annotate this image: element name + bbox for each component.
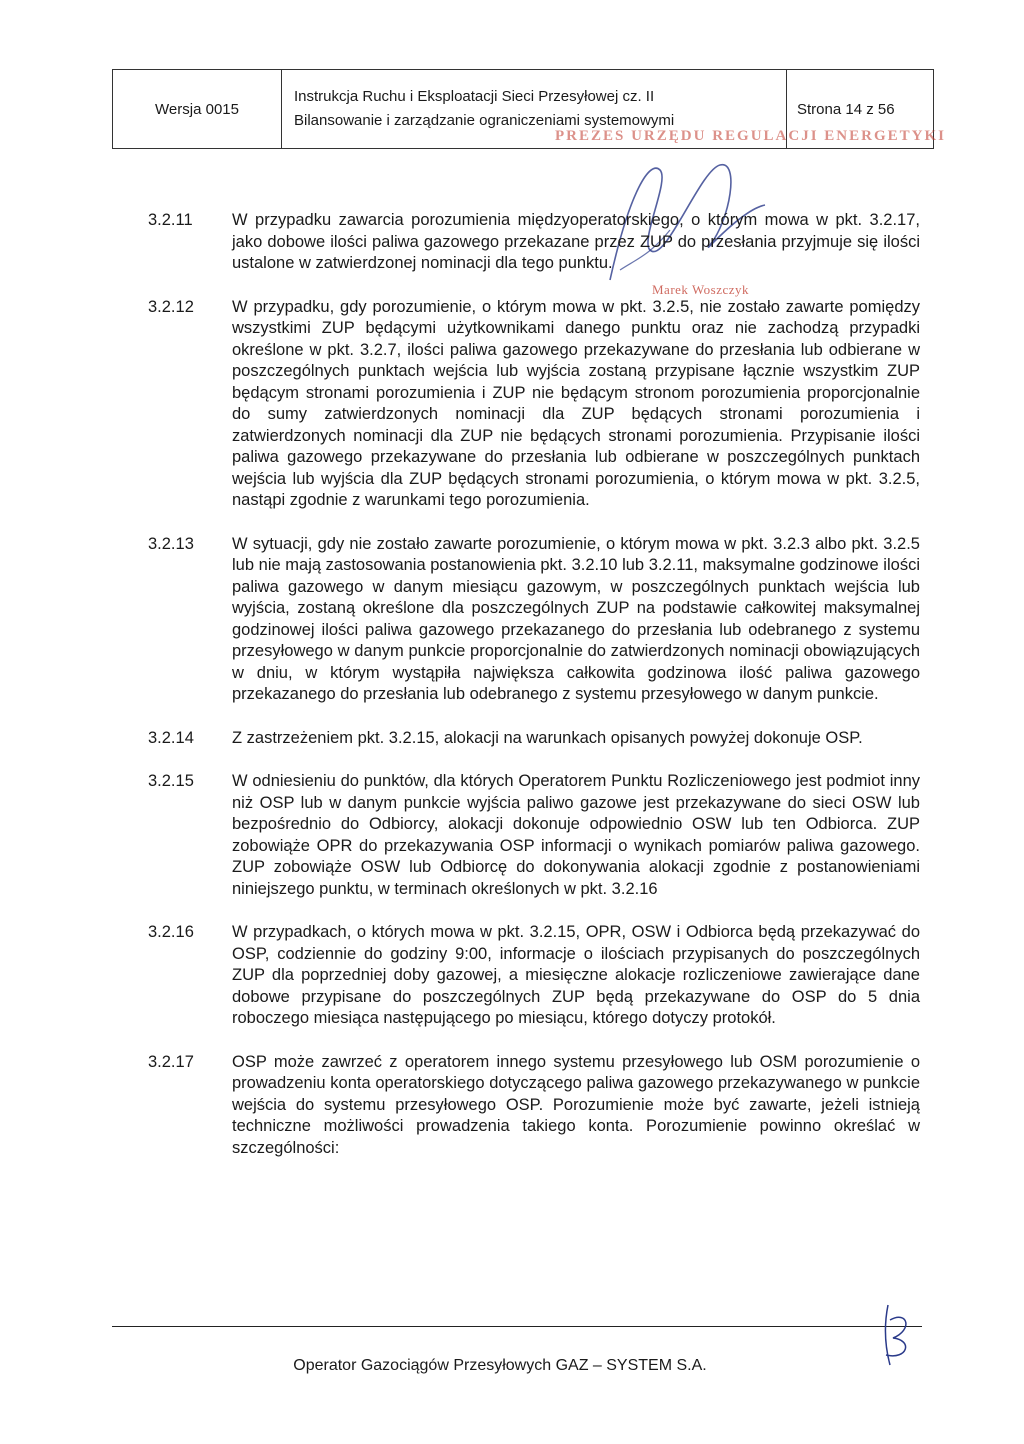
section-number: 3.2.14 [148,728,194,747]
section-number: 3.2.15 [148,772,194,790]
section-3-2-17 [148,1052,920,1160]
official-stamp: PREZES URZĘDU REGULACJI ENERGETYKI [555,128,946,144]
section-3-2-15 [148,771,920,900]
section-number: 3.2.13 [148,534,194,553]
section-3-2-11 [148,210,920,275]
section-number: 3.2.12 [148,297,194,316]
document-title: Instrukcja Ruchu i Eksploatacji Sieci Przesyłowej cz. II [294,88,655,105]
section-text: W przypadku zawarcia porozumienia międzyoperatorskiego, o którym mowa w pkt. 3.2.17, jako dobowe ilości paliwa gazowego przekazane przez ZUP do przesłania przyjmuje się ilości ustalone w zatwierdzonej nominacji dla tego punktu. [232,211,920,272]
section-text: OSP może zawrzeć z operatorem innego systemu przesyłowego lub OSM porozumienie o prowadzeniu konta operatorskiego dotyczącego paliwa gazowego przekazywanego w punkcie wejścia do systemu przesyłowego OSP. Porozumienie może być zawarte, jeżeli istnieją techniczne możliwości prowadzenia takiego konta. Porozumienie powinno określać w szczególności: [232,1052,920,1157]
section-3-2-16 [148,922,920,1030]
section-number: 3.2.16 [148,923,194,941]
version-cell [113,70,282,148]
section-3-2-13 [148,534,920,706]
section-number: 3.2.17 [148,1052,194,1071]
footer-divider [112,1326,922,1327]
document-body [148,210,920,1181]
footer-company: Operator Gazociągów Przesyłowych GAZ – SYSTEM S.A. [293,1357,707,1374]
section-text: Z zastrzeżeniem pkt. 3.2.15, alokacji na warunkach opisanych powyżej dokonuje OSP. [232,728,863,747]
section-text: W sytuacji, gdy nie zostało zawarte porozumienie, o którym mowa w pkt. 3.2.3 albo pkt. 3.2.5 lub nie mają zastosowania postanowienia pkt. 3.2.10 lub 3.2.11, maksymalne godzinowe ilości paliwa gazowego w danym miesiącu gazowym, w poszczególnych punktach wejścia lub wyjścia, zostaną określone dla poszczególnych ZUP na podstawie całkowitej maksymalnej godzinowej ilości paliwa gazowego przekazanego do przesłania lub odebranego z systemu przesyłowego w danym punkcie proporcjonalnie do zatwierdzonych nominacji obowiązujących w dniu, w którym wystąpiła największa całkowita godzinowa ilość paliwa gazowego przekazanego do przesłania lub odebranego z systemu przesyłowego w danym punkcie. [232,534,920,703]
section-number: 3.2.11 [148,211,193,229]
section-text: W przypadku, gdy porozumienie, o którym mowa w pkt. 3.2.5, nie zostało zawarte pomiędzy wszystkimi ZUP będącymi użytkownikami danego punktu oraz nie zachodzą przypadki określone w pkt. 3.2.7, ilości paliwa gazowego przekazywane do przesłania lub odbierane w poszczególnych punktach wejścia lub wyjścia zostaną przypisane łącznie wszystkim ZUP będącym stronami porozumienia i ZUP nie będącym stronom porozumienia proporcjonalnie do sumy zatwierdzonych nominacji dla ZUP będących stronami porozumienia i zatwierdzonych nominacji dla ZUP nie będących stronami porozumienia. Przypisanie ilości paliwa gazowego przekazywane do przesłania lub odbierane w poszczególnych punktach wejścia lub wyjścia dla ZUP będących stronami porozumienia, o którym mowa w pkt. 3.2.5, nastąpi zgodnie z warunkami tego porozumienia. [232,297,920,509]
version-label: Wersja 0015 [155,100,239,118]
section-text: W przypadkach, o których mowa w pkt. 3.2.15, OPR, OSW i Odbiorca będą przekazywać do OSP, codziennie do godziny 9:00, informacje o ilościach przypisanych do poszczególnych ZUP dla poprzedniej doby gazowej, a miesięczne alokacje rozliczeniowe zawierające dane dobowe przypisane do poszczególnych ZUP będą przekazywane do OSP do 5 dnia roboczego miesiąca następującego po miesiącu, którego dotyczy protokół. [232,923,920,1027]
page-number: Strona 14 z 56 [797,100,895,118]
section-3-2-12 [148,297,920,512]
section-text: W odniesieniu do punktów, dla których Operatorem Punktu Rozliczeniowego jest podmiot inny niż OSP lub w danym punkcie wyjścia paliwo gazowe jest przekazywane do sieci OSW lub bezpośrednio do Odbiorcy, alokacji dokonuje odpowiednio OSW lub ten Odbiorca. ZUP zobowiąże OPR do przekazywania OSP informacji o wynikach pomiarów paliwa gazowego. ZUP zobowiąże OSW lub Odbiorcę do dokonywania alokacji zgodnie z postanowieniami niniejszego punktu, w terminach określonych w pkt. 3.2.16 [232,772,920,898]
stamp-name: Marek Woszczyk [652,282,750,297]
section-3-2-14 [148,728,920,750]
document-subtitle: Bilansowanie i zarządzanie ograniczeniami systemowymi [294,112,675,129]
